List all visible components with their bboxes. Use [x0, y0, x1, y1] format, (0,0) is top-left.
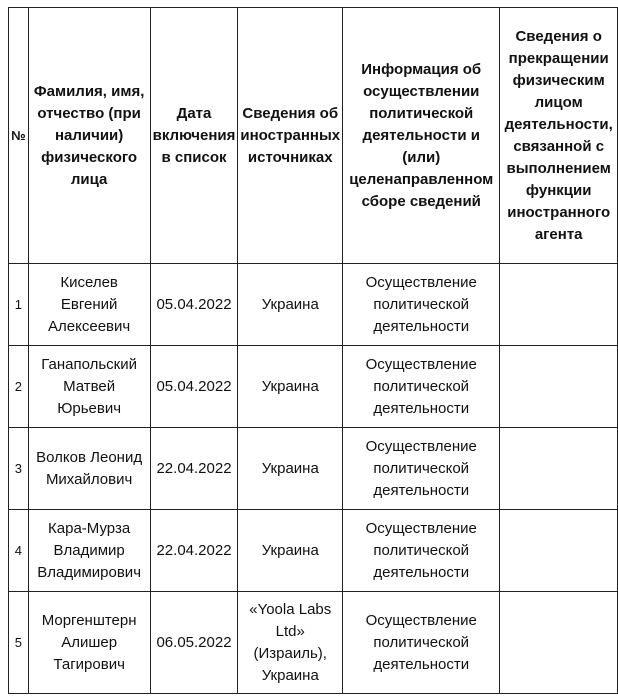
- activity-info: Осуществление политической деятельности: [343, 592, 500, 694]
- row-number: 3: [9, 428, 29, 510]
- termination-info: [500, 264, 618, 346]
- foreign-source: Украина: [238, 428, 343, 510]
- header-political-activity: Информация об осуществлении политической деятельности и (или) целенаправленном сборе сведений: [343, 8, 500, 264]
- table-row: [9, 346, 618, 428]
- person-name: Ганапольский Матвей Юрьевич: [28, 346, 150, 428]
- header-number: №: [9, 8, 29, 264]
- inclusion-date: 06.05.2022: [150, 592, 238, 694]
- activity-info: Осуществление политической деятельности: [343, 346, 500, 428]
- inclusion-date: 22.04.2022: [150, 428, 238, 510]
- foreign-source: Украина: [238, 510, 343, 592]
- table-row: [9, 592, 618, 694]
- person-name: Моргенштерн Алишер Тагирович: [28, 592, 150, 694]
- row-number: 1: [9, 264, 29, 346]
- row-number: 5: [9, 592, 29, 694]
- foreign-source: Украина: [238, 264, 343, 346]
- table-row: [9, 510, 618, 592]
- header-termination-info: Сведения о прекращении физическим лицом деятельности, связанной с выполнением функции иностранного агента: [500, 8, 618, 264]
- row-number: 2: [9, 346, 29, 428]
- header-full-name: [28, 8, 150, 264]
- person-name: Кара-Мурза Владимир Владимирович: [28, 510, 150, 592]
- person-name: Киселев Евгений Алексеевич: [28, 264, 150, 346]
- activity-info: Осуществление политической деятельности: [343, 510, 500, 592]
- activity-info: Осуществление политической деятельности: [343, 428, 500, 510]
- foreign-source: Украина: [238, 346, 343, 428]
- termination-info: [500, 510, 618, 592]
- foreign-source: «Yoola Labs Ltd» (Израиль), Украина: [238, 592, 343, 694]
- row-number: 4: [9, 510, 29, 592]
- termination-info: [500, 428, 618, 510]
- header-full-name-text: Фамилия, имя, отчество (при наличии) физического лица: [33, 82, 145, 188]
- header-inclusion-date: Дата включения в список: [150, 8, 238, 264]
- activity-info: Осуществление политической деятельности: [343, 264, 500, 346]
- person-name: Волков Леонид Михайлович: [28, 428, 150, 510]
- header-foreign-sources: Сведения об иностранных источниках: [238, 8, 343, 264]
- inclusion-date: 05.04.2022: [150, 264, 238, 346]
- termination-info: [500, 346, 618, 428]
- foreign-agents-table: [8, 7, 618, 694]
- table-row: [9, 428, 618, 510]
- inclusion-date: 05.04.2022: [150, 346, 238, 428]
- table-row: [9, 264, 618, 346]
- table-header-row: [9, 8, 618, 264]
- inclusion-date: 22.04.2022: [150, 510, 238, 592]
- termination-info: [500, 592, 618, 694]
